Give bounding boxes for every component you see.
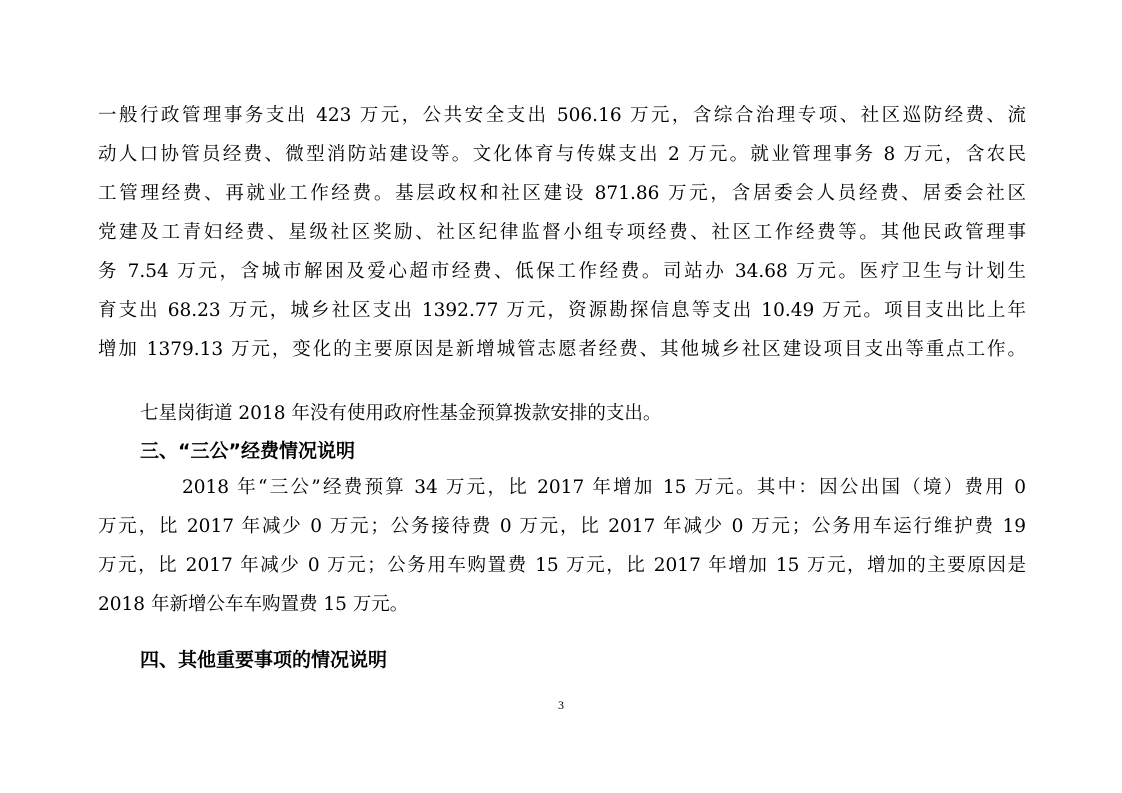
text-line: 党建及工青妇经费、星级社区奖励、社区纪律监督小组专项经费、社区工作经费等。其他民政管理事 <box>98 222 1026 243</box>
text-line: 2018 年“三公”经费预算 34 万元，比 2017 年增加 15 万元。其中：因公出国（境）费用 0 <box>182 477 1026 498</box>
paragraph-government-fund: 七星岗街道 2018 年没有使用政府性基金预算拨款安排的支出。 <box>140 403 662 424</box>
page-number: 3 <box>558 698 564 712</box>
text-line: 务 7.54 万元，含城市解困及爱心超市经费、低保工作经费。司站办 34.68 万元。医疗卫生与计划生 <box>98 261 1026 282</box>
text-line: 增加 1379.13 万元，变化的主要原因是新增城管志愿者经费、其他城乡社区建设项目支出等重点工作。 <box>98 339 1026 360</box>
text-line: 万元，比 2017 年减少 0 万元；公务接待费 0 万元，比 2017 年减少 0 万元；公务用车运行维护费 19 <box>98 516 1026 537</box>
text-line: 一般行政管理事务支出 423 万元，公共安全支出 506.16 万元，含综合治理专项、社区巡防经费、流 <box>98 105 1026 126</box>
text-line: 工管理经费、再就业工作经费。基层政权和社区建设 871.86 万元，含居委会人员经费、居委会社区 <box>98 183 1026 204</box>
text-line: 2018 年新增公车车购置费 15 万元。 <box>98 594 409 615</box>
section-heading-other-matters: 四、其他重要事项的情况说明 <box>140 649 388 671</box>
text-line: 动人口协管员经费、微型消防站建设等。文化体育与传媒支出 2 万元。就业管理事务 8 万元，含农民 <box>98 144 1026 165</box>
text-line: 育支出 68.23 万元，城乡社区支出 1392.77 万元，资源勘探信息等支出 10.49 万元。项目支出比上年 <box>98 300 1026 321</box>
text-line: 万元，比 2017 年减少 0 万元；公务用车购置费 15 万元，比 2017 年增加 15 万元，增加的主要原因是 <box>98 555 1026 576</box>
section-heading-three-public: 三、“三公”经费情况说明 <box>140 440 355 462</box>
